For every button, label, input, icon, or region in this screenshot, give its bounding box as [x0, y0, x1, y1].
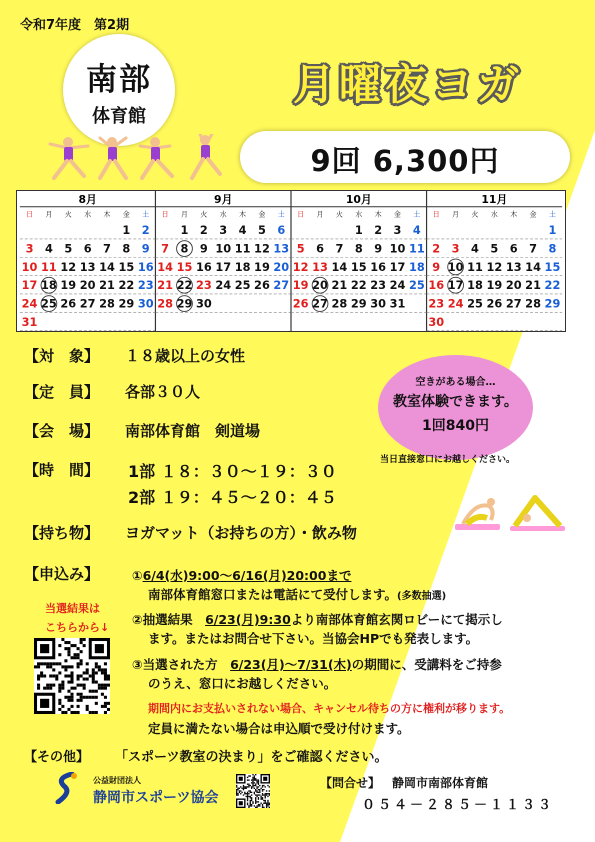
calendar-day: 9 [141, 241, 150, 256]
calendar-day: 2 [374, 223, 383, 238]
calendar-weekday: 金 [529, 210, 537, 219]
calendar-day: 2 [432, 241, 441, 256]
calendar-day: 11 [234, 241, 251, 256]
calendar-day: 12 [486, 259, 503, 274]
apply-step2: ②抽選結果 6/23(月)9:30より南部体育館玄関ロビーにて掲示し [132, 612, 503, 627]
calendar-day: 13 [273, 241, 290, 256]
calendar-day: 22 [350, 278, 367, 293]
items-value: ヨガマット（お持ちの方）・飲み物 [125, 524, 357, 542]
trial-intro: 空きがある場合… [415, 377, 496, 388]
calendar-day: 11 [41, 259, 57, 274]
calendar-day: 17 [215, 259, 232, 274]
calendar-day: 28 [525, 296, 541, 311]
calendar-weekday: 金 [258, 210, 266, 219]
calendar-day: 9 [374, 241, 383, 256]
calendar-day: 5 [490, 241, 499, 256]
calendar-day: 10 [389, 241, 406, 256]
venue-subtitle: 体育館 [92, 106, 146, 127]
calendar-day: 27 [273, 278, 290, 293]
calendar-weekday: 日 [26, 210, 34, 219]
calendar-day: 23 [137, 278, 154, 293]
trial-headline: 教室体験できます。 [393, 394, 518, 410]
apply-step1-detail: 南部体育館窓口または電話にて受付します。(多数抽選) [148, 587, 447, 602]
calendar-day: 26 [292, 296, 309, 311]
calendar-day: 11 [467, 259, 483, 274]
calendar-day: 28 [99, 296, 115, 311]
calendar-day: 1 [122, 223, 131, 238]
calendar-day: 17 [447, 278, 464, 293]
calendar-day: 10 [215, 241, 232, 256]
calendar-day: 31 [389, 296, 406, 311]
calendar-weekday: 金 [122, 210, 130, 219]
calendar-weekday: 木 [374, 210, 382, 219]
place-label: 【会 場】 [24, 422, 100, 440]
calendar-day: 4 [238, 223, 247, 238]
calendar-day: 6 [509, 241, 518, 256]
calendar-day: 16 [370, 259, 387, 274]
calendar-day: 19 [486, 278, 503, 293]
calendar-day: 25 [234, 278, 251, 293]
calendar-day: 9 [432, 259, 441, 274]
calendar-day: 23 [370, 278, 387, 293]
apply-step2-detail: ます。またはお問合せ下さい。当協会HPでも発表します。 [148, 631, 479, 646]
venue-name: 南部 [86, 62, 152, 98]
calendar-day: 1 [180, 223, 189, 238]
contact-name: 静岡市南部体育館 [392, 776, 489, 790]
yoga-poses-illustration [455, 492, 575, 532]
calendar-day: 18 [41, 278, 57, 293]
calendar-day: 3 [25, 241, 34, 256]
calendar-weekday: 土 [277, 210, 285, 219]
calendar-weekday: 月 [316, 210, 324, 219]
time-part1: 1部 １８：３０～１９：３０ [128, 462, 337, 481]
calendar-day: 30 [137, 296, 154, 311]
calendar-day: 7 [161, 241, 170, 256]
calendar-day: 21 [331, 278, 348, 293]
calendar-day: 4 [412, 223, 421, 238]
lottery-qr-code[interactable] [34, 638, 110, 714]
calendar-day: 5 [258, 223, 266, 238]
calendar-day: 25 [467, 296, 483, 311]
calendar-day: 22 [176, 278, 193, 293]
calendar-day: 7 [335, 241, 344, 256]
calendar-day: 29 [350, 296, 367, 311]
calendar-month-label: 9月 [214, 192, 233, 206]
calendar-month-label: 11月 [481, 192, 508, 206]
calendar-day: 6 [277, 223, 286, 238]
calendar-weekday: 火 [471, 210, 479, 219]
calendar-day: 14 [99, 259, 115, 274]
calendar [16, 190, 566, 332]
calendar-day: 5 [64, 241, 73, 256]
calendar-day: 30 [370, 296, 387, 311]
calendar-day: 18 [408, 259, 425, 274]
calendar-day: 10 [447, 259, 464, 274]
calendar-day: 22 [118, 278, 135, 293]
calendar-day: 20 [312, 278, 328, 293]
calendar-day: 21 [525, 278, 541, 293]
calendar-day: 6 [83, 241, 92, 256]
calendar-day: 21 [99, 278, 115, 293]
calendar-day: 8 [122, 241, 131, 256]
calendar-day: 24 [389, 278, 406, 293]
calendar-weekday: 木 [103, 210, 111, 219]
calendar-day: 3 [451, 241, 460, 256]
calendar-day: 24 [215, 278, 232, 293]
price-text: 9回 6,300円 [310, 144, 500, 178]
calendar-day: 17 [389, 259, 406, 274]
calendar-day: 1 [354, 223, 363, 238]
calendar-day: 16 [137, 259, 154, 274]
apply-step1: ①6/4(水)9:00～6/16(月)20:00まで [132, 568, 352, 583]
apply-warning: 期間内にお支払いされない場合、キャンセル待ちの方に権利が移ります。 [148, 702, 511, 715]
calendar-weekday: 水 [355, 210, 363, 219]
calendar-day: 12 [60, 259, 77, 274]
contact-phone: ０５４－２８５－１１３３ [362, 798, 555, 813]
time-part2: 2部 １９：４５～２０：４５ [128, 488, 337, 507]
calendar-day: 18 [467, 278, 483, 293]
apply-label: 【申込み】 [24, 565, 100, 583]
calendar-day: 31 [21, 314, 38, 329]
calendar-weekday: 日 [161, 210, 169, 219]
apply-step3: ③当選された方 6/23(月)～7/31(木)の期間に、受講料をご持参 [132, 657, 502, 672]
calendar-weekday: 土 [548, 210, 556, 219]
calendar-weekday: 木 [239, 210, 247, 219]
calendar-weekday: 月 [45, 210, 53, 219]
calendar-day: 30 [428, 314, 445, 329]
calendar-day: 29 [118, 296, 135, 311]
calendar-day: 29 [544, 296, 561, 311]
calendar-weekday: 土 [413, 210, 421, 219]
calendar-weekday: 水 [84, 210, 92, 219]
calendar-weekday: 火 [200, 210, 208, 219]
calendar-day: 23 [428, 296, 445, 311]
org-type: 公益財団法人 [93, 776, 141, 785]
org-name: 静岡市スポーツ協会 [93, 790, 219, 806]
calendar-day: 18 [234, 259, 251, 274]
calendar-day: 6 [316, 241, 324, 256]
calendar-day: 19 [60, 278, 77, 293]
calendar-day: 13 [312, 259, 328, 274]
calendar-day: 2 [141, 223, 150, 238]
calendar-day: 29 [176, 296, 193, 311]
items-label: 【持ち物】 [24, 524, 100, 542]
other-label: 【その他】 [24, 750, 90, 765]
trial-price: 1回840円 [422, 418, 489, 434]
calendar-day: 12 [292, 259, 309, 274]
calendar-day: 14 [157, 259, 174, 274]
calendar-weekday: 日 [297, 210, 305, 219]
yoga-figures-illustration [40, 134, 230, 182]
calendar-day: 16 [428, 278, 445, 293]
calendar-day: 7 [103, 241, 111, 256]
calendar-day: 16 [195, 259, 212, 274]
calendar-day: 20 [505, 278, 522, 293]
calendar-day: 4 [44, 241, 53, 256]
apply-step3-detail: のうえ、窓口にお越しください。 [148, 676, 337, 691]
calendar-day: 11 [408, 241, 425, 256]
calendar-weekday: 土 [142, 210, 150, 219]
calendar-day: 21 [157, 278, 174, 293]
calendar-day: 26 [60, 296, 77, 311]
calendar-weekday: 水 [490, 210, 498, 219]
calendar-day: 25 [41, 296, 57, 311]
calendar-day: 8 [548, 241, 557, 256]
calendar-day: 9 [199, 241, 208, 256]
calendar-day: 20 [79, 278, 96, 293]
calendar-day: 15 [176, 259, 193, 274]
calendar-day: 7 [529, 241, 538, 256]
calendar-day: 27 [79, 296, 96, 311]
calendar-day: 13 [505, 259, 522, 274]
time-label: 【時 間】 [24, 461, 100, 479]
calendar-weekday: 水 [219, 210, 227, 219]
calendar-day: 23 [195, 278, 212, 293]
calendar-day: 19 [254, 259, 270, 274]
calendar-day: 19 [292, 278, 309, 293]
calendar-weekday: 日 [432, 210, 440, 219]
calendar-month-label: 10月 [345, 192, 372, 206]
calendar-day: 15 [544, 259, 561, 274]
page-title: 月曜夜ヨガ [292, 60, 523, 109]
calendar-month-label: 8月 [78, 192, 97, 206]
calendar-weekday: 火 [64, 210, 72, 219]
session-label: 令和7年度 第2期 [20, 18, 130, 33]
calendar-day: 25 [408, 278, 425, 293]
calendar-day: 3 [393, 223, 402, 238]
calendar-day: 26 [254, 278, 270, 293]
target-label: 【対 象】 [24, 347, 100, 365]
calendar-day: 10 [21, 259, 38, 274]
calendar-day: 2 [199, 223, 208, 238]
calendar-weekday: 月 [452, 210, 460, 219]
calendar-weekday: 木 [510, 210, 518, 219]
calendar-weekday: 火 [335, 210, 343, 219]
calendar-day: 12 [254, 241, 270, 256]
calendar-day: 24 [447, 296, 464, 311]
org-logo-icon [52, 772, 80, 804]
place-value: 南部体育館 剣道場 [125, 422, 261, 440]
calendar-day: 27 [505, 296, 522, 311]
calendar-day: 28 [331, 296, 348, 311]
lottery-note-1: 当選結果は [45, 602, 100, 615]
lottery-note-2: こちらから↓ [45, 621, 110, 634]
calendar-day: 8 [180, 241, 189, 256]
calendar-day: 14 [525, 259, 541, 274]
capacity-value: 各部３０人 [125, 383, 201, 401]
capacity-label: 【定 員】 [24, 383, 100, 401]
target-value: １８歳以上の女性 [125, 347, 246, 365]
calendar-day: 8 [354, 241, 363, 256]
calendar-day: 24 [21, 296, 38, 311]
calendar-day: 4 [471, 241, 479, 256]
calendar-weekday: 月 [181, 210, 188, 219]
calendar-day: 17 [21, 278, 38, 293]
calendar-day: 26 [486, 296, 503, 311]
calendar-day: 3 [219, 223, 228, 238]
calendar-day: 30 [195, 296, 212, 311]
apply-first-come: 定員に満たない場合は申込順で受け付けます。 [148, 721, 410, 736]
calendar-day: 13 [79, 259, 96, 274]
calendar-day: 1 [548, 223, 557, 238]
calendar-day: 5 [296, 241, 305, 256]
contact-label: 【問合せ】 [320, 776, 381, 790]
calendar-day: 14 [331, 259, 348, 274]
calendar-weekday: 金 [394, 210, 401, 219]
calendar-day: 28 [157, 296, 174, 311]
calendar-day: 20 [273, 259, 290, 274]
calendar-day: 15 [118, 259, 135, 274]
other-value: 「スポーツ教室の決まり」をご確認ください。 [115, 750, 388, 765]
calendar-day: 22 [544, 278, 561, 293]
calendar-day: 15 [350, 259, 367, 274]
calendar-day: 27 [312, 296, 328, 311]
org-qr-code[interactable] [236, 774, 270, 808]
trial-note: 当日直接窓口にお越しください。 [380, 455, 516, 465]
